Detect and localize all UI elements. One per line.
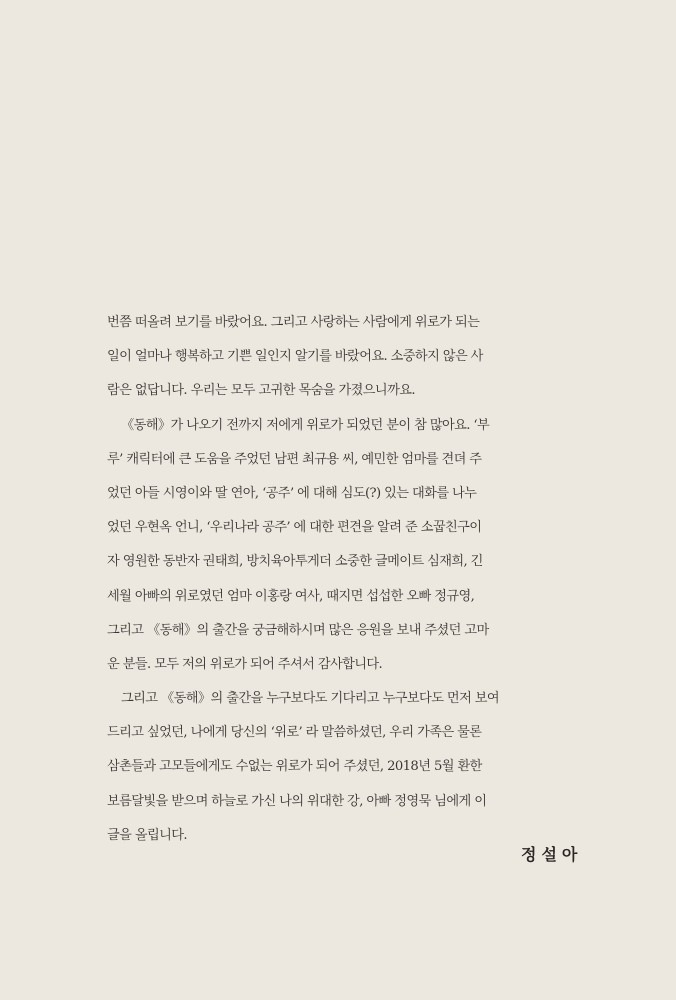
- body-text: [107, 306, 593, 853]
- text-line: 그리고 《동해》의 출간을 궁금해하시며 많은 응원을 보내 주셨던 고마: [107, 622, 489, 638]
- text-line: 번쯤 떠올려 보기를 바랐어요. 그리고 사랑하는 사람에게 위로가 되는: [107, 315, 480, 330]
- text-line: 루’ 캐릭터에 큰 도움을 주었던 남편 최규용 씨, 예민한 엄마를 견뎌 주: [107, 451, 482, 467]
- text-line: 일이 얼마나 행복하고 기쁜 일인지 알기를 바랐어요. 소중하지 않은 사: [107, 349, 483, 365]
- text-line: 《동해》가 나오기 전까지 저에게 위로가 되었던 분이 참 많아요. ‘부: [121, 417, 490, 433]
- text-line: 람은 없답니다. 우리는 모두 고귀한 목숨을 가졌으니까요.: [107, 383, 415, 399]
- text-line: 글을 올립니다.: [107, 827, 188, 843]
- text-line: 었던 아들 시영이와 딸 연아, ‘공주’ 에 대해 심도(?) 있는 대화를 나누: [107, 485, 477, 501]
- text-line: 자 영원한 동반자 권태희, 방치육아투게더 소중한 글메이트 심재희, 긴: [107, 554, 483, 570]
- text-line: 그리고 《동해》의 출간을 누구보다도 기다리고 누구보다도 먼저 보여: [121, 691, 500, 707]
- author-signature: 정설아: [521, 845, 583, 864]
- text-line: 운 분들. 모두 저의 위로가 되어 주셔서 감사합니다.: [107, 656, 383, 672]
- text-line: 삼촌들과 고모들에게도 수없는 위로가 되어 주셨던, 2018년 5월 환한: [107, 759, 482, 775]
- text-line: 드리고 싶었던, 나에게 당신의 ‘위로’ 라 말씀하셨던, 우리 가족은 물론: [107, 725, 482, 741]
- text-line: 보름달빛을 받으며 하늘로 가신 나의 위대한 강, 아빠 정영묵 님에게 이: [107, 793, 487, 809]
- text-line: 세월 아빠의 위로였던 엄마 이홍랑 여사, 때지면 섭섭한 오빠 정규영,: [107, 588, 475, 604]
- text-line: 었던 우현옥 언니, ‘우리나라 공주’ 에 대한 편견을 알려 준 소꿉친구이: [107, 520, 482, 536]
